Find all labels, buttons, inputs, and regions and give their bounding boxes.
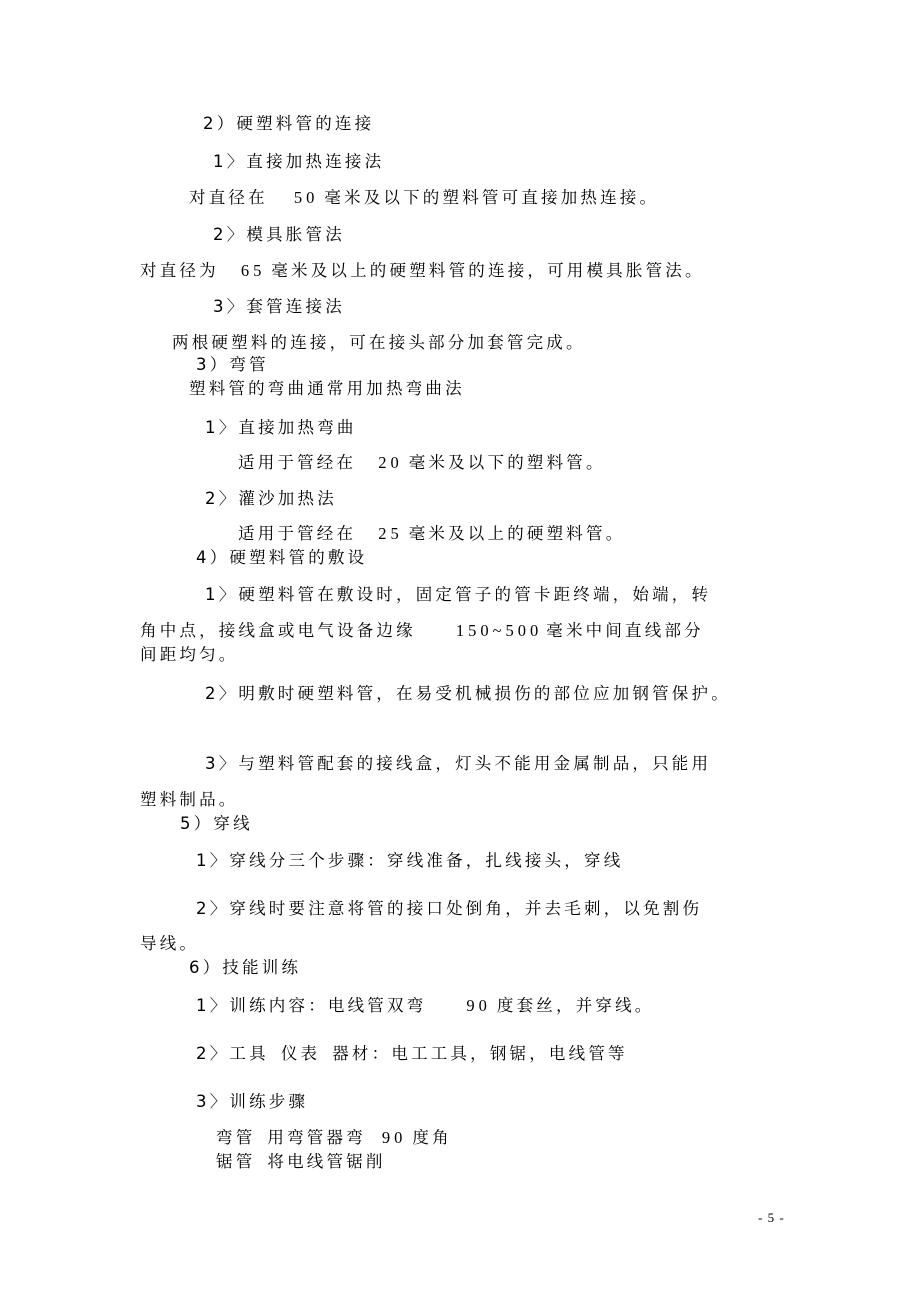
section-5-heading: 5）穿线	[180, 814, 253, 833]
paragraph-3-2: 适用于管经在 25 毫米及以上的硬塑料管。	[238, 524, 626, 543]
paragraph-3-intro: 塑料管的弯曲通常用加热弯曲法	[189, 379, 465, 398]
paragraph-4-3-line2: 塑料制品。	[140, 790, 239, 809]
paragraph-6-2: 2〉工具 仪表 器材：电工工具，钢锯，电线管等	[196, 1044, 628, 1063]
step-saw-pipe: 锯管 将电线管锯削	[216, 1152, 386, 1171]
paragraph-4-1-line2: 角中点，接线盒或电气设备边缘 150~500 毫米中间直线部分	[140, 621, 704, 640]
subsection-2-1-heading: 1〉直接加热连接法	[213, 152, 385, 171]
section-6-heading: 6）技能训练	[189, 958, 302, 977]
paragraph-2-1: 对直径在 50 毫米及以下的塑料管可直接加热连接。	[189, 188, 660, 207]
section-4-heading: 4）硬塑料管的敷设	[196, 548, 368, 567]
paragraph-3-1: 适用于管经在 20 毫米及以下的塑料管。	[238, 453, 606, 472]
section-2-heading: 2）硬塑料管的连接	[203, 114, 375, 133]
subsection-3-1-heading: 1〉直接加热弯曲	[205, 418, 357, 437]
paragraph-4-3-line1: 3〉与塑料管配套的接线盒，灯头不能用金属制品，只能用	[205, 754, 712, 773]
step-bend-pipe: 弯管 用弯管器弯 90 度角	[216, 1128, 452, 1147]
subsection-3-2-heading: 2〉灌沙加热法	[205, 489, 337, 508]
section-3-heading: 3）弯管	[196, 355, 269, 374]
subsection-6-3-heading: 3〉训练步骤	[196, 1092, 309, 1111]
paragraph-4-2: 2〉明敷时硬塑料管，在易受机械损伤的部位应加钢管保护。	[205, 684, 731, 703]
paragraph-5-2-line1: 2〉穿线时要注意将管的接口处倒角，并去毛刺，以免割伤	[196, 899, 703, 918]
subsection-2-2-heading: 2〉模具胀管法	[213, 225, 345, 244]
paragraph-4-1-line1: 1〉硬塑料管在敷设时，固定管子的管卡距终端，始端，转	[205, 585, 712, 604]
page-number: - 5 -	[758, 1210, 785, 1225]
paragraph-4-1-line3: 间距均匀。	[140, 645, 239, 664]
paragraph-5-2-line2: 导线。	[140, 934, 200, 953]
paragraph-2-3: 两根硬塑料的连接，可在接头部分加套管完成。	[172, 333, 586, 352]
paragraph-2-2: 对直径为 65 毫米及以上的硬塑料管的连接，可用模具胀管法。	[140, 261, 705, 280]
subsection-2-3-heading: 3〉套管连接法	[213, 297, 345, 316]
paragraph-5-1: 1〉穿线分三个步骤：穿线准备，扎线接头，穿线	[196, 851, 624, 870]
paragraph-6-1: 1〉训练内容：电线管双弯 90 度套丝，并穿线。	[196, 996, 655, 1015]
